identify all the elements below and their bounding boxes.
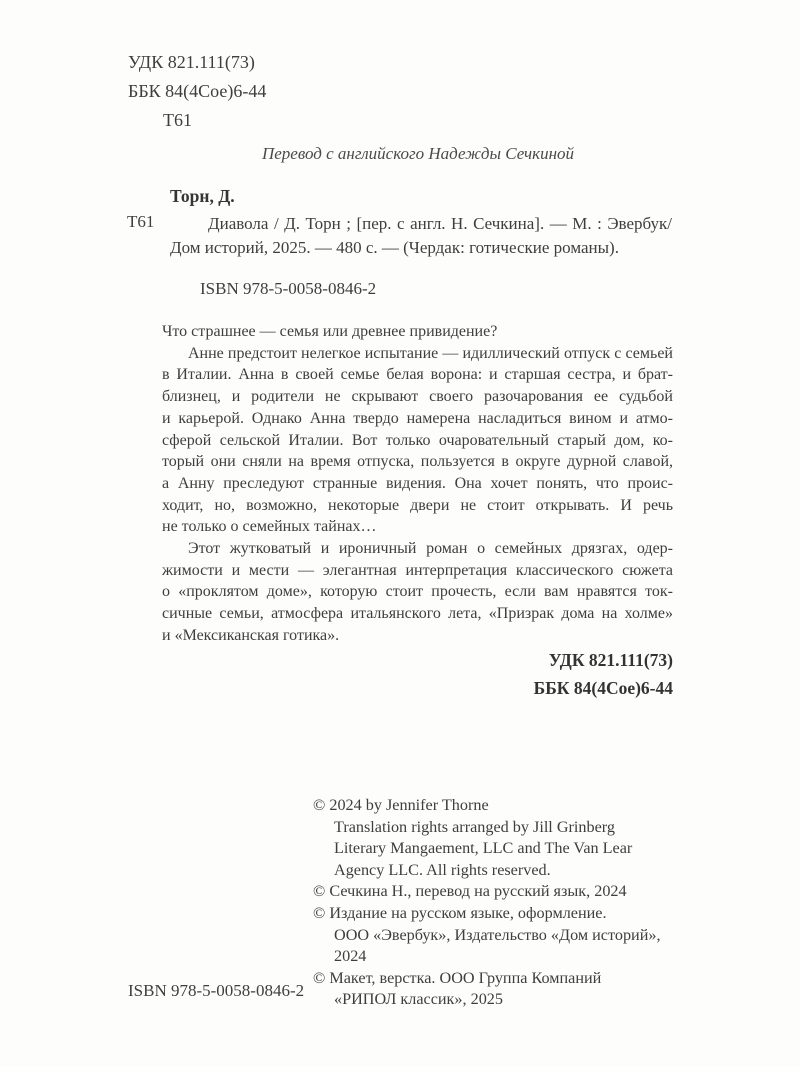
annotation-line: Этот жутковатый и ироничный роман о семейных дрязгах, одер- xyxy=(188,540,673,558)
bbk-code-bottom: ББК 84(4Сое)6-44 xyxy=(533,678,673,698)
udk-code-bottom: УДК 821.111(73) xyxy=(548,650,673,670)
annotation-line: жимости и мести — элегантная интерпретация классического сюжета xyxy=(162,561,673,579)
bottom-classification-block xyxy=(162,646,673,702)
annotation-line: ходит, но, возможно, некоторые двери не стоит открывать. И речь xyxy=(162,496,673,514)
copyright-entry-line: © Издание на русском языке, оформление. xyxy=(313,903,607,922)
annotation-line: о «проклятом доме», которую стоит прочесть, если вам нравятся ток- xyxy=(162,583,673,601)
annotation-block xyxy=(162,321,673,647)
catalog-entry-description xyxy=(170,212,672,259)
catalog-entry-code: Т61 xyxy=(127,212,155,231)
annotation-line: не только о семейных тайнах… xyxy=(162,518,377,536)
author-sign-code: Т61 xyxy=(163,110,192,130)
catalog-entry-line: Диавола / Д. Торн ; [пер. с англ. Н. Сечкина]. — М. : Эвербук/ xyxy=(208,214,672,233)
annotation-line: близнец, и родители не скрывают своего разочарования ее судьбой xyxy=(162,388,673,406)
annotation-line: сферой сельской Италии. Вот только очаровательный старый дом, ко- xyxy=(162,431,673,449)
annotation-line: сичные семьи, атмосфера итальянского лета, «Призрак дома на холме» xyxy=(162,605,673,623)
copyright-entry-line: © Сечкина Н., перевод на русский язык, 2024 xyxy=(313,882,627,901)
annotation-line: Что страшнее — семья или древнее привидение? xyxy=(162,323,498,340)
copyright-continuation-line: 2024 xyxy=(334,947,367,966)
copyright-continuation-line: «РИПОЛ классик», 2025 xyxy=(334,990,503,1009)
annotation-line: а Анну преследуют странные видения. Она хочет понять, что проис- xyxy=(162,474,673,492)
annotation-line: Анне предстоит нелегкое испытание — идиллический отпуск с семьей xyxy=(188,344,673,362)
isbn-bottom: ISBN 978-5-0058-0846-2 xyxy=(128,981,305,1000)
annotation-line: и карьерой. Однако Анна твердо намерена насладиться вином и атмо- xyxy=(162,409,673,427)
catalog-author: Торн, Д. xyxy=(170,186,235,206)
copyright-block xyxy=(313,795,693,1011)
isbn-top: ISBN 978-5-0058-0846-2 xyxy=(200,279,377,298)
copyright-continuation-line: Literary Mangaement, LLC and The Van Lear xyxy=(334,839,633,858)
copyright-continuation-line: Translation rights arranged by Jill Grinberg xyxy=(334,817,615,836)
copyright-continuation-line: ООО «Эвербук», Издательство «Дом историй», xyxy=(334,925,661,944)
copyright-entry-line: © Макет, верстка. ООО Группа Компаний xyxy=(313,968,602,987)
annotation-line: торый они сняли на время отпуска, пользуется в округе дурной славой, xyxy=(162,453,673,471)
copyright-entry-line: © 2024 by Jennifer Thorne xyxy=(313,796,489,814)
bbk-code: ББК 84(4Сое)6-44 xyxy=(128,81,267,101)
annotation-line: и «Мексиканская готика». xyxy=(162,626,340,644)
annotation-line: в Италии. Анна в своей семье белая ворона: и старшая сестра, и брат- xyxy=(162,366,673,384)
udk-code: УДК 821.111(73) xyxy=(128,52,255,72)
catalog-entry-line: Дом историй, 2025. — 480 с. — (Чердак: готические романы). xyxy=(170,237,619,257)
top-classification-block xyxy=(128,48,266,135)
translator-credit-line: Перевод с английского Надежды Сечкиной xyxy=(261,144,575,163)
copyright-continuation-line: Agency LLC. All rights reserved. xyxy=(334,860,551,879)
